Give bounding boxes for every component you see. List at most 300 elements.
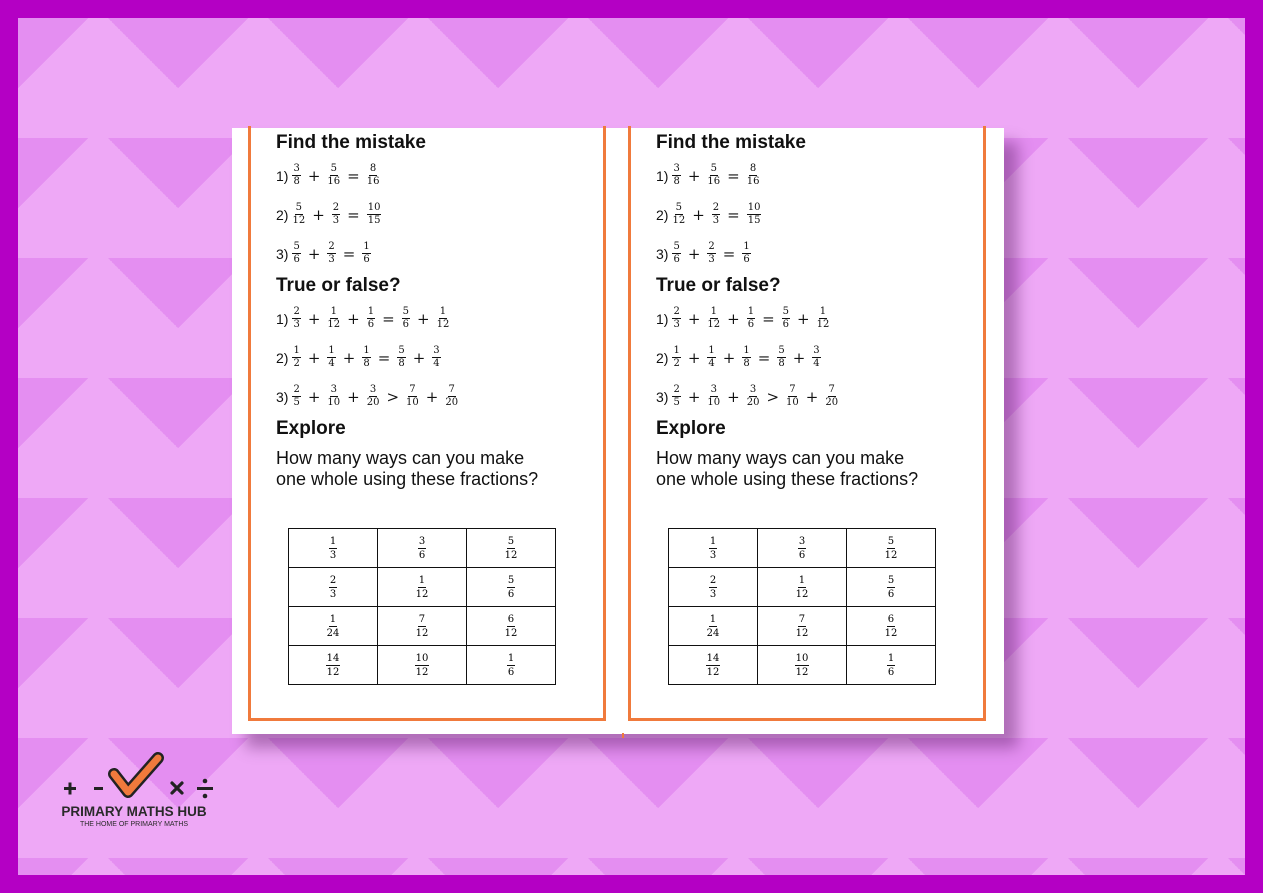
fraction — [812, 345, 820, 370]
fraction-denominator: 6 — [782, 319, 790, 330]
fraction — [709, 574, 717, 601]
true-or-false-item — [656, 377, 976, 416]
fraction-denominator: 12 — [707, 319, 721, 330]
operator: > — [386, 387, 400, 406]
fraction-denominator: 20 — [366, 397, 380, 408]
fraction-denominator: 3 — [673, 319, 680, 330]
table-row — [669, 607, 936, 646]
math-symbols-icon — [54, 752, 214, 804]
fraction — [707, 306, 720, 331]
fraction-numerator: 1 — [367, 306, 375, 317]
find-mistake-item — [656, 234, 976, 273]
table-row — [669, 646, 936, 685]
fraction — [292, 384, 300, 409]
fraction-numerator: 3 — [798, 535, 806, 547]
fraction — [292, 163, 300, 188]
fraction-numerator: 1 — [329, 535, 337, 547]
operator: + — [307, 348, 321, 367]
fraction-numerator: 7 — [409, 384, 416, 395]
fraction — [326, 652, 341, 679]
operator: + — [342, 348, 356, 367]
fraction-numerator: 14 — [326, 652, 340, 664]
fraction-numerator: 5 — [398, 345, 405, 356]
explore-line: How many ways can you make — [276, 448, 525, 468]
table-cell — [758, 568, 847, 607]
table-cell — [289, 529, 378, 568]
fraction-denominator: 8 — [363, 358, 370, 369]
item-number: 3) — [656, 388, 669, 405]
fraction — [367, 306, 375, 331]
fraction-numerator: 5 — [778, 345, 785, 356]
true-or-false-heading: True or false? — [656, 275, 781, 296]
fraction-denominator: 3 — [329, 588, 337, 600]
fraction — [367, 384, 380, 409]
fraction — [672, 241, 680, 266]
fraction-numerator: 1 — [743, 241, 750, 252]
fraction-denominator: 16 — [707, 176, 721, 187]
operator: = — [727, 166, 740, 185]
find-mistake-item — [276, 156, 596, 195]
fraction-denominator: 12 — [795, 588, 809, 600]
fraction-denominator: 24 — [706, 627, 720, 639]
fraction-numerator: 7 — [789, 384, 796, 395]
find-mistake-item — [276, 234, 596, 273]
fraction-denominator: 3 — [712, 215, 720, 226]
fraction-denominator: 10 — [707, 397, 721, 408]
item-number: 2) — [276, 206, 289, 223]
fraction — [887, 652, 895, 679]
fraction-numerator: 2 — [329, 574, 337, 586]
explore-line: How many ways can you make — [656, 448, 905, 468]
fraction-numerator: 14 — [706, 652, 720, 664]
fraction-denominator: 8 — [743, 358, 750, 369]
operator: + — [307, 309, 321, 328]
table-row — [289, 529, 556, 568]
fraction — [327, 613, 340, 640]
fraction-numerator: 3 — [418, 535, 426, 547]
operator: = — [722, 244, 736, 263]
page-content — [656, 126, 976, 678]
fraction-numerator: 3 — [369, 384, 377, 395]
fraction-numerator: 2 — [328, 241, 335, 252]
fraction — [505, 613, 518, 640]
fraction — [329, 535, 337, 562]
fraction-denominator: 6 — [673, 254, 680, 265]
operator: = — [762, 309, 775, 328]
fraction — [885, 613, 898, 640]
fraction-denominator: 6 — [507, 666, 515, 678]
fraction-denominator: 12 — [672, 215, 686, 226]
table-cell — [378, 568, 467, 607]
find-mistake-item — [276, 195, 596, 234]
fraction-denominator: 12 — [292, 215, 306, 226]
fraction — [292, 241, 300, 266]
operator: = — [757, 348, 771, 367]
fraction-numerator: 1 — [329, 613, 337, 625]
fraction-numerator: 7 — [418, 613, 426, 625]
fraction-numerator: 1 — [673, 345, 680, 356]
fraction-numerator: 1 — [330, 306, 337, 317]
fraction-numerator: 3 — [673, 163, 680, 174]
table-cell — [847, 568, 936, 607]
fold-mark — [622, 733, 624, 738]
fraction-denominator: 10 — [406, 397, 419, 408]
fraction-denominator: 12 — [504, 549, 518, 561]
fraction — [798, 535, 806, 562]
item-number: 2) — [656, 206, 669, 223]
table-row — [669, 568, 936, 607]
fraction-denominator: 4 — [433, 358, 440, 369]
fraction-denominator: 6 — [367, 319, 375, 330]
fraction-denominator: 3 — [293, 319, 300, 330]
fraction-numerator: 1 — [439, 306, 447, 317]
fraction-denominator: 3 — [329, 549, 337, 561]
table-cell — [289, 568, 378, 607]
fraction-numerator: 3 — [433, 345, 440, 356]
explore-line: one whole using these fractions? — [656, 469, 919, 489]
fraction — [507, 652, 515, 679]
fractions-table — [668, 528, 936, 685]
operator: + — [722, 348, 736, 367]
fraction — [786, 384, 799, 409]
fraction — [887, 574, 895, 601]
fraction-numerator: 1 — [418, 574, 426, 586]
operator: = — [727, 205, 740, 224]
fraction-numerator: 10 — [415, 652, 429, 664]
fraction-numerator: 5 — [782, 306, 790, 317]
fraction — [327, 345, 335, 370]
fraction-numerator: 3 — [330, 384, 337, 395]
operator: + — [412, 348, 426, 367]
operator: + — [417, 309, 430, 328]
fraction-denominator: 12 — [415, 588, 429, 600]
fraction — [367, 202, 382, 227]
table-cell — [669, 646, 758, 685]
table-cell — [669, 529, 758, 568]
fraction-numerator: 2 — [673, 384, 680, 395]
table-cell — [467, 529, 556, 568]
table-cell — [467, 607, 556, 646]
fraction — [707, 613, 720, 640]
fraction — [707, 345, 715, 370]
fraction-numerator: 2 — [712, 202, 720, 213]
fraction-denominator: 12 — [327, 319, 341, 330]
operator: = — [347, 166, 360, 185]
operator: + — [425, 387, 439, 406]
fraction-numerator: 1 — [708, 345, 715, 356]
fraction-numerator: 1 — [507, 652, 515, 664]
page-content — [276, 126, 596, 678]
fraction-denominator: 12 — [326, 666, 340, 678]
fraction-denominator: 10 — [786, 397, 799, 408]
fraction-numerator: 2 — [709, 574, 717, 586]
fraction — [327, 306, 340, 331]
fraction — [367, 163, 380, 188]
fraction-numerator: 3 — [749, 384, 757, 395]
operator: + — [307, 387, 321, 406]
table-row — [669, 529, 936, 568]
table-cell — [289, 646, 378, 685]
table-cell — [467, 568, 556, 607]
fraction-numerator: 1 — [293, 345, 300, 356]
fraction — [327, 384, 340, 409]
fraction — [707, 384, 720, 409]
table-cell — [467, 646, 556, 685]
fraction-numerator: 2 — [708, 241, 715, 252]
fraction-denominator: 8 — [673, 176, 680, 187]
fraction — [505, 535, 518, 562]
fraction-denominator: 12 — [795, 627, 809, 639]
operator: = — [347, 205, 360, 224]
fraction — [332, 202, 340, 227]
fraction — [445, 384, 458, 409]
find-mistake-item — [656, 156, 976, 195]
fraction-numerator: 8 — [369, 163, 377, 174]
fraction-numerator: 10 — [747, 202, 761, 213]
fraction-denominator: 12 — [415, 666, 429, 678]
fraction-denominator: 12 — [415, 627, 429, 639]
item-number: 2) — [656, 349, 669, 366]
fraction — [747, 163, 760, 188]
fraction — [418, 535, 426, 562]
fraction-denominator: 8 — [293, 176, 300, 187]
operator: + — [805, 387, 819, 406]
operator: > — [766, 387, 780, 406]
fraction-denominator: 6 — [887, 666, 895, 678]
explore-question — [276, 448, 596, 490]
fraction-numerator: 5 — [293, 241, 300, 252]
fraction-denominator: 15 — [747, 215, 761, 226]
fraction-denominator: 12 — [816, 319, 830, 330]
table-cell — [669, 568, 758, 607]
true-or-false-item — [276, 338, 596, 377]
table-cell — [847, 607, 936, 646]
fraction-denominator: 6 — [293, 254, 300, 265]
fraction-denominator: 15 — [367, 215, 381, 226]
fraction-numerator: 7 — [828, 384, 835, 395]
item-number: 1) — [656, 310, 669, 327]
fraction-numerator: 7 — [798, 613, 806, 625]
fraction — [292, 202, 305, 227]
fraction-denominator: 3 — [328, 254, 335, 265]
fraction-denominator: 6 — [747, 319, 755, 330]
fraction-denominator: 3 — [709, 549, 717, 561]
fraction — [742, 345, 750, 370]
fraction — [707, 241, 715, 266]
fraction-numerator: 6 — [887, 613, 895, 625]
fraction — [747, 384, 760, 409]
explore-question — [656, 448, 976, 490]
fraction-numerator: 5 — [887, 574, 895, 586]
primary-maths-hub-logo — [46, 752, 222, 832]
operator: + — [687, 348, 701, 367]
fraction-denominator: 8 — [398, 358, 405, 369]
fraction-denominator: 16 — [746, 176, 760, 187]
fraction-denominator: 2 — [293, 358, 300, 369]
fraction-numerator: 6 — [507, 613, 515, 625]
fraction — [672, 384, 680, 409]
table-cell — [758, 607, 847, 646]
logo-tagline: THE HOME OF PRIMARY MATHS — [79, 821, 189, 828]
item-number: 1) — [276, 167, 289, 184]
operator: + — [692, 205, 705, 224]
fraction-numerator: 1 — [328, 345, 335, 356]
table-row — [289, 568, 556, 607]
fraction — [885, 535, 898, 562]
fraction-numerator: 5 — [675, 202, 682, 213]
find-mistake-heading: Find the mistake — [656, 132, 806, 153]
operator: + — [687, 387, 701, 406]
fraction — [672, 202, 685, 227]
fraction-denominator: 12 — [436, 319, 450, 330]
table-cell — [669, 607, 758, 646]
fraction — [782, 306, 790, 331]
fraction-numerator: 1 — [709, 535, 717, 547]
table-row — [289, 646, 556, 685]
fraction — [712, 202, 720, 227]
fraction — [402, 306, 410, 331]
fraction-numerator: 5 — [710, 163, 717, 174]
table-row — [289, 607, 556, 646]
fraction-numerator: 5 — [402, 306, 410, 317]
true-or-false-item — [656, 299, 976, 338]
fraction-denominator: 16 — [327, 176, 341, 187]
fraction-denominator: 12 — [795, 666, 809, 678]
true-or-false-heading: True or false? — [276, 275, 401, 296]
find-mistake-item — [656, 195, 976, 234]
fraction-numerator: 5 — [507, 574, 515, 586]
true-or-false-item — [276, 299, 596, 338]
fraction — [397, 345, 405, 370]
fraction-denominator: 6 — [798, 549, 806, 561]
fraction-numerator: 3 — [293, 163, 300, 174]
operator: = — [382, 309, 395, 328]
fraction-denominator: 4 — [813, 358, 820, 369]
fraction-denominator: 3 — [709, 588, 717, 600]
table-cell — [378, 529, 467, 568]
fraction — [709, 535, 717, 562]
fraction — [292, 306, 300, 331]
fraction — [437, 306, 450, 331]
fraction — [672, 163, 680, 188]
fraction-denominator: 8 — [778, 358, 785, 369]
fraction-denominator: 3 — [332, 215, 340, 226]
table-cell — [758, 529, 847, 568]
operator: + — [687, 309, 701, 328]
fraction — [796, 613, 809, 640]
fraction — [329, 574, 337, 601]
fraction — [672, 345, 680, 370]
fraction-denominator: 12 — [706, 666, 720, 678]
fraction — [747, 202, 762, 227]
fraction-numerator: 5 — [673, 241, 680, 252]
fraction-numerator: 2 — [293, 384, 300, 395]
fraction-denominator: 6 — [887, 588, 895, 600]
worksheet-paper — [232, 128, 1004, 734]
table-cell — [847, 646, 936, 685]
true-or-false-item — [276, 377, 596, 416]
item-number: 1) — [276, 310, 289, 327]
fraction-denominator: 2 — [673, 358, 680, 369]
item-number: 3) — [656, 245, 669, 262]
fraction-denominator: 6 — [402, 319, 410, 330]
fraction — [777, 345, 785, 370]
fraction-denominator: 6 — [418, 549, 426, 561]
find-mistake-heading: Find the mistake — [276, 132, 426, 153]
true-or-false-item — [656, 338, 976, 377]
fraction-denominator: 4 — [708, 358, 715, 369]
fraction-numerator: 10 — [367, 202, 381, 213]
fraction-numerator: 3 — [813, 345, 820, 356]
fraction — [432, 345, 440, 370]
operator: + — [307, 244, 321, 263]
fraction-denominator: 20 — [825, 397, 839, 408]
fraction-numerator: 1 — [363, 345, 370, 356]
operator: + — [347, 309, 360, 328]
item-number: 2) — [276, 349, 289, 366]
explore-line: one whole using these fractions? — [276, 469, 539, 489]
fraction-numerator: 5 — [330, 163, 337, 174]
fraction — [292, 345, 300, 370]
table-cell — [847, 529, 936, 568]
fraction — [327, 163, 340, 188]
fraction-denominator: 12 — [884, 549, 898, 561]
fraction — [415, 652, 430, 679]
worksheet-page-left — [248, 126, 606, 721]
item-number: 3) — [276, 388, 289, 405]
operator: + — [792, 348, 806, 367]
fraction — [706, 652, 721, 679]
fraction-numerator: 1 — [710, 306, 717, 317]
fraction-denominator: 12 — [884, 627, 898, 639]
fraction-denominator: 5 — [673, 397, 680, 408]
fraction-denominator: 24 — [326, 627, 340, 639]
fraction-numerator: 10 — [795, 652, 809, 664]
fraction — [825, 384, 838, 409]
fraction — [817, 306, 830, 331]
logo-brand-text: PRIMARY MATHS HUB — [61, 804, 207, 819]
fraction — [742, 241, 750, 266]
fraction-numerator: 5 — [507, 535, 515, 547]
fraction — [406, 384, 419, 409]
fraction-denominator: 20 — [445, 397, 459, 408]
fraction-numerator: 2 — [332, 202, 340, 213]
operator: + — [687, 244, 701, 263]
fraction-numerator: 1 — [819, 306, 827, 317]
table-cell — [378, 607, 467, 646]
fraction-denominator: 6 — [507, 588, 515, 600]
operator: + — [727, 309, 740, 328]
fraction-numerator: 1 — [747, 306, 755, 317]
fraction-denominator: 6 — [743, 254, 750, 265]
operator: + — [687, 166, 701, 185]
fraction-denominator: 20 — [746, 397, 760, 408]
explore-heading: Explore — [656, 418, 726, 439]
fraction-numerator: 1 — [363, 241, 370, 252]
fraction — [362, 241, 370, 266]
fraction-numerator: 2 — [673, 306, 680, 317]
operator: = — [342, 244, 356, 263]
fraction-numerator: 1 — [798, 574, 806, 586]
operator: + — [307, 166, 321, 185]
operator: + — [727, 387, 740, 406]
fraction-numerator: 5 — [887, 535, 895, 547]
fraction-numerator: 1 — [743, 345, 750, 356]
fraction-numerator: 8 — [749, 163, 757, 174]
operator: + — [797, 309, 810, 328]
table-cell — [378, 646, 467, 685]
fraction — [707, 163, 720, 188]
